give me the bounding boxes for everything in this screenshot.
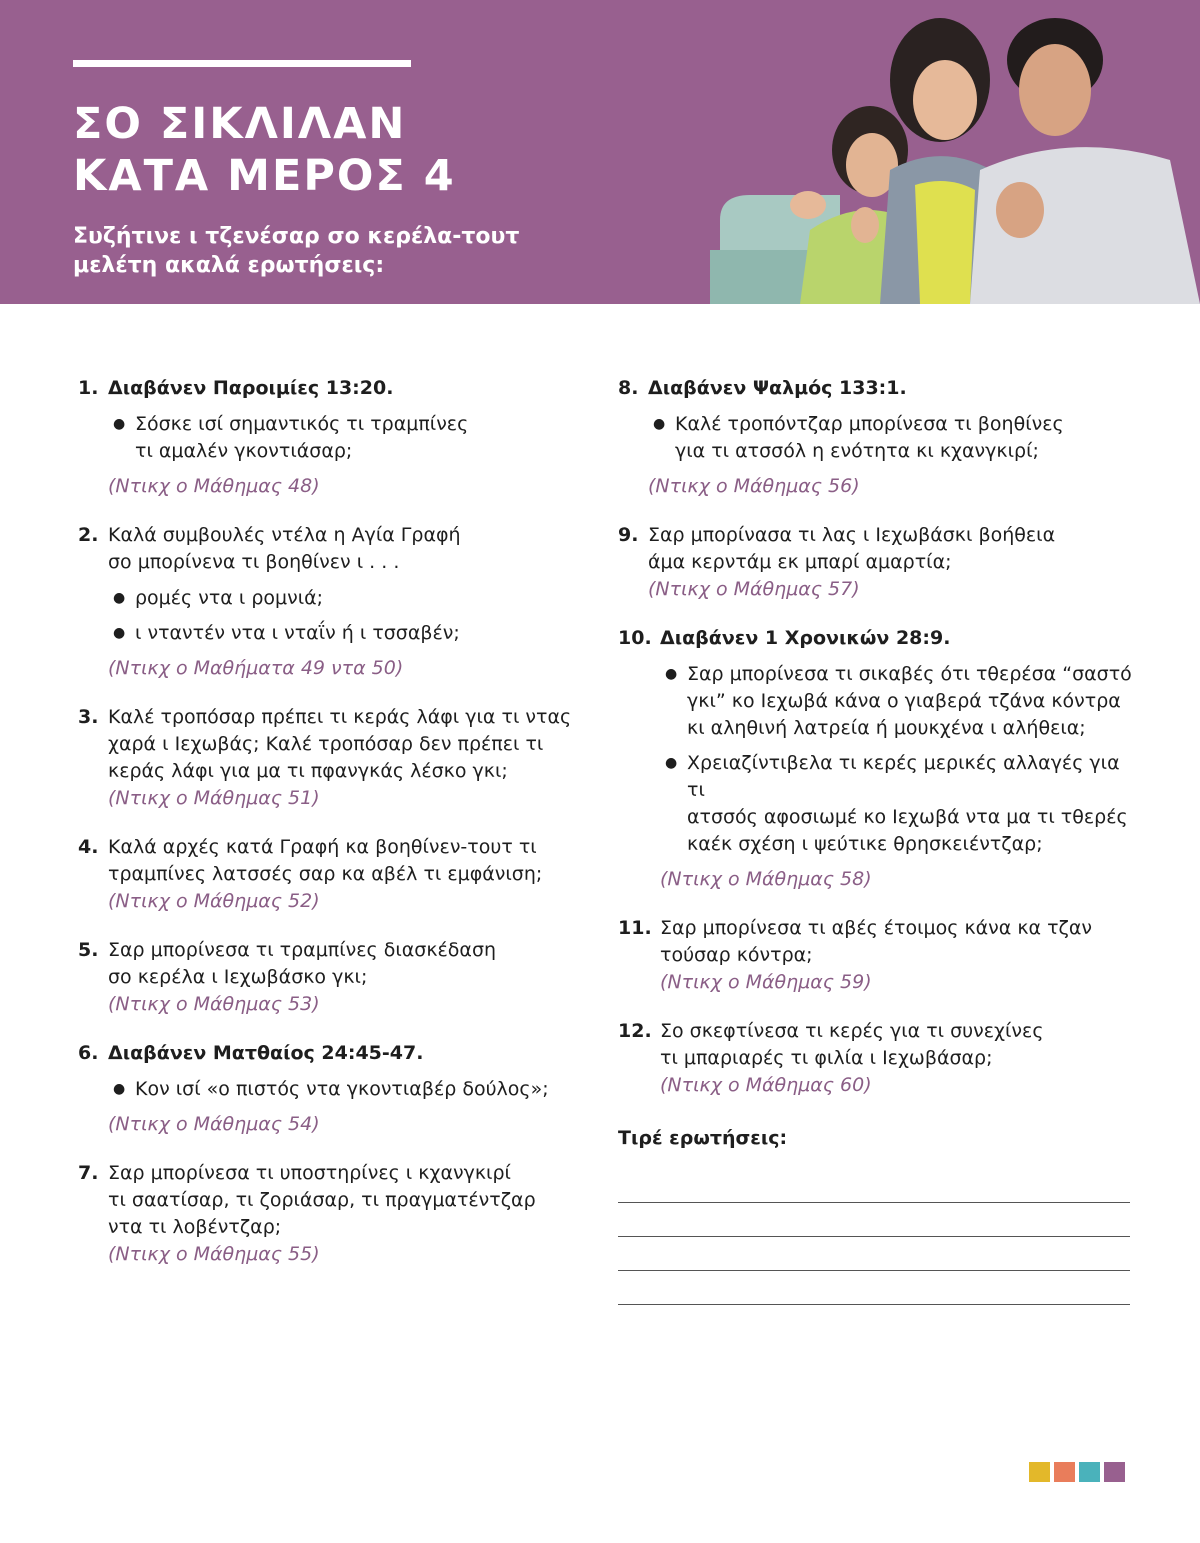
- question-body: [618, 576, 1138, 603]
- family-praying-illustration: [700, 0, 1200, 304]
- lesson-reference: (Ντικχ ο Μάθημας 56): [648, 475, 860, 497]
- bullet-text: ρομές ντα ι ρομνιά;: [135, 587, 324, 609]
- question-item: [618, 375, 1138, 500]
- question-item: [78, 1160, 583, 1268]
- header-banner: [0, 0, 1200, 304]
- question-text: Διαβάνεν Παροιμίες 13:20.: [108, 377, 394, 399]
- question-body: [78, 585, 583, 682]
- question-number: 9.: [618, 524, 639, 546]
- note-writing-line[interactable]: [618, 1169, 1130, 1203]
- lesson-reference: (Ντικχ ο Μάθημας 55): [108, 1243, 320, 1265]
- bullet-dot-icon: ●: [113, 590, 126, 606]
- question-text: Διαβάνεν Ψαλμός 133:1.: [648, 377, 907, 399]
- question-body: [618, 411, 1138, 500]
- bullet-text: Χρειαζίντιβελα τι κερές μερικές αλλαγές για τι ατσσός αφοσιωμέ κο Ιεχωβά ντα μα τι τθερές καέκ σχέση ι ψεύτικε θρησκειέντζαρ;: [687, 752, 1128, 855]
- lesson-reference: (Ντικχ ο Μάθημας 53): [108, 993, 320, 1015]
- question-item: [618, 1018, 1138, 1099]
- note-writing-line[interactable]: [618, 1203, 1130, 1237]
- lesson-reference: (Ντικχ ο Μάθημας 54): [108, 1113, 320, 1135]
- bullet-item: [108, 411, 583, 465]
- bullet-list: [660, 661, 1138, 858]
- bullet-item: [108, 620, 583, 647]
- question-text: Διαβάνεν 1 Χρονικών 28:9.: [660, 627, 951, 649]
- question-heading: [78, 522, 583, 576]
- lesson-reference: (Ντικχ ο Μάθημας 60): [660, 1074, 872, 1096]
- lesson-reference: (Ντικχ ο Μάθημας 59): [660, 971, 872, 993]
- question-body: [78, 888, 583, 915]
- notes-label: Τιρέ ερωτήσεις:: [618, 1127, 788, 1149]
- question-number: 1.: [78, 377, 99, 399]
- question-number: 4.: [78, 836, 99, 858]
- bullet-dot-icon: ●: [113, 625, 126, 641]
- bullet-list: [108, 1076, 583, 1103]
- question-item: [78, 375, 583, 500]
- question-heading: [618, 522, 1138, 576]
- note-writing-line[interactable]: [618, 1237, 1130, 1271]
- questions-list-right: [618, 375, 1138, 1099]
- question-item: [618, 915, 1138, 996]
- question-number: 12.: [618, 1020, 652, 1042]
- question-heading: [618, 375, 1138, 402]
- question-item: [78, 522, 583, 682]
- question-text: Καλά αρχές κατά Γραφή κα βοηθίνεν-τουτ τι τραμπίνες λατσσές σαρ κα αβέλ τι εμφάνιση;: [108, 836, 543, 885]
- bullet-dot-icon: ●: [653, 416, 666, 432]
- question-number: 11.: [618, 917, 652, 939]
- question-number: 3.: [78, 706, 99, 728]
- question-heading: [618, 915, 1138, 969]
- bullet-item: [108, 585, 583, 612]
- question-number: 8.: [618, 377, 639, 399]
- question-text: Σαρ μπορίνεσα τι υποστηρίνες ι κχανγκιρί τι σαατίσαρ, τι ζοριάσαρ, τι πραγματέντζαρ ντα τι λοβέντζαρ;: [108, 1162, 536, 1238]
- page-subtitle: [73, 222, 633, 280]
- bullet-item: [648, 411, 1138, 465]
- lesson-reference: (Ντικχ ο Μαθήματα 49 ντα 50): [108, 657, 404, 679]
- question-number: 10.: [618, 627, 652, 649]
- notes-lines: [618, 1169, 1138, 1305]
- question-heading: [78, 375, 583, 402]
- color-swatch: [1029, 1462, 1050, 1482]
- question-heading: [618, 1018, 1138, 1072]
- bullet-text: Σαρ μπορίνεσα τι σικαβές ότι τθερέσα “σαστό γκι” κο Ιεχωβά κάνα ο γιαβερά τζάνα κόντρα κι αληθινή λατρεία ή μουκχένα ι αλήθεια;: [687, 663, 1132, 739]
- question-heading: [78, 1040, 583, 1067]
- question-body: [618, 1072, 1138, 1099]
- question-heading: [78, 937, 583, 991]
- questions-column-left: [78, 375, 583, 1290]
- bullet-list: [108, 411, 583, 465]
- lesson-reference: (Ντικχ ο Μάθημας 48): [108, 475, 320, 497]
- question-number: 7.: [78, 1162, 99, 1184]
- question-body: [618, 969, 1138, 996]
- bullet-dot-icon: ●: [113, 416, 126, 432]
- page-title-line: ΣΟ ΣΙΚΛΙΛΑΝ: [73, 99, 407, 149]
- question-text: Σαρ μπορίνασα τι λας ι Ιεχωβάσκι βοήθεια άμα κερντάμ εκ μπαρί αμαρτία;: [648, 524, 1056, 573]
- question-item: [78, 704, 583, 812]
- question-item: [78, 834, 583, 915]
- question-item: [618, 625, 1138, 893]
- bullet-text: Καλέ τροπόντζαρ μπορίνεσα τι βοηθίνες για τι ατσσόλ η ενότητα κι κχανγκιρί;: [675, 413, 1064, 462]
- question-number: 5.: [78, 939, 99, 961]
- question-text: Σαρ μπορίνεσα τι τραμπίνες διασκέδαση σο κερέλα ι Ιεχωβάσκο γκι;: [108, 939, 497, 988]
- bullet-list: [648, 411, 1138, 465]
- bullet-dot-icon: ●: [665, 755, 678, 771]
- question-heading: [78, 834, 583, 888]
- question-body: [78, 1076, 583, 1138]
- question-heading: [78, 704, 583, 785]
- lesson-reference: (Ντικχ ο Μάθημας 51): [108, 787, 320, 809]
- page-title: [73, 98, 633, 202]
- note-writing-line[interactable]: [618, 1271, 1130, 1305]
- question-item: [78, 1040, 583, 1138]
- bullet-text: ι νταντέν ντα ι νταΐν ή ι τσσαβέν;: [135, 622, 460, 644]
- page-title-line: ΚΑΤΑ ΜΕΡΟΣ 4: [73, 151, 456, 201]
- question-item: [78, 937, 583, 1018]
- lesson-reference: (Ντικχ ο Μάθημας 52): [108, 890, 320, 912]
- bullet-text: Κον ισί «ο πιστός ντα γκοντιαβέρ δούλος»;: [135, 1078, 549, 1100]
- header-rule: [73, 60, 411, 67]
- color-swatch: [1054, 1462, 1075, 1482]
- question-body: [78, 1241, 583, 1268]
- question-number: 6.: [78, 1042, 99, 1064]
- page-subtitle-line: μελέτη ακαλά ερωτήσεις:: [73, 253, 385, 278]
- bullet-item: [660, 661, 1138, 742]
- lesson-reference: (Ντικχ ο Μάθημας 57): [648, 578, 860, 600]
- bullet-dot-icon: ●: [665, 666, 678, 682]
- color-swatch: [1079, 1462, 1100, 1482]
- question-heading: [618, 625, 1138, 652]
- bullet-item: [660, 750, 1138, 858]
- question-text: Διαβάνεν Ματθαίος 24:45-47.: [108, 1042, 424, 1064]
- question-item: [618, 522, 1138, 603]
- question-body: [618, 661, 1138, 893]
- color-swatch: [1104, 1462, 1125, 1482]
- bullet-item: [108, 1076, 583, 1103]
- question-number: 2.: [78, 524, 99, 546]
- question-text: Σαρ μπορίνεσα τι αβές έτοιμος κάνα κα τζαν τούσαρ κόντρα;: [660, 917, 1093, 966]
- question-heading: [78, 1160, 583, 1241]
- bullet-dot-icon: ●: [113, 1081, 126, 1097]
- page-subtitle-line: Συζήτινε ι τζενέσαρ σο κερέλα-τουτ: [73, 224, 520, 249]
- lesson-reference: (Ντικχ ο Μάθημας 58): [660, 868, 872, 890]
- question-body: [78, 991, 583, 1018]
- bullet-list: [108, 585, 583, 647]
- question-text: Σο σκεφτίνεσα τι κερές για τι συνεχίνες τι μπαριαρές τι φιλία ι Ιεχωβάσαρ;: [660, 1020, 1044, 1069]
- color-swatches: [1029, 1462, 1125, 1482]
- bullet-text: Σόσκε ισί σημαντικός τι τραμπίνες τι αμαλέν γκοντιάσαρ;: [135, 413, 469, 462]
- question-body: [78, 411, 583, 500]
- question-text: Καλά συμβουλές ντέλα η Αγία Γραφή σο μπορίνενα τι βοηθίνεν ι . . .: [108, 524, 461, 573]
- question-body: [78, 785, 583, 812]
- question-text: Καλέ τροπόσαρ πρέπει τι κεράς λάφι για τι ντας χαρά ι Ιεχωβάς; Καλέ τροπόσαρ δεν πρέπει τι κεράς λάφι για μα τι πφανγκάς λέσκο γκι;: [108, 706, 572, 782]
- questions-column-right: [618, 375, 1138, 1305]
